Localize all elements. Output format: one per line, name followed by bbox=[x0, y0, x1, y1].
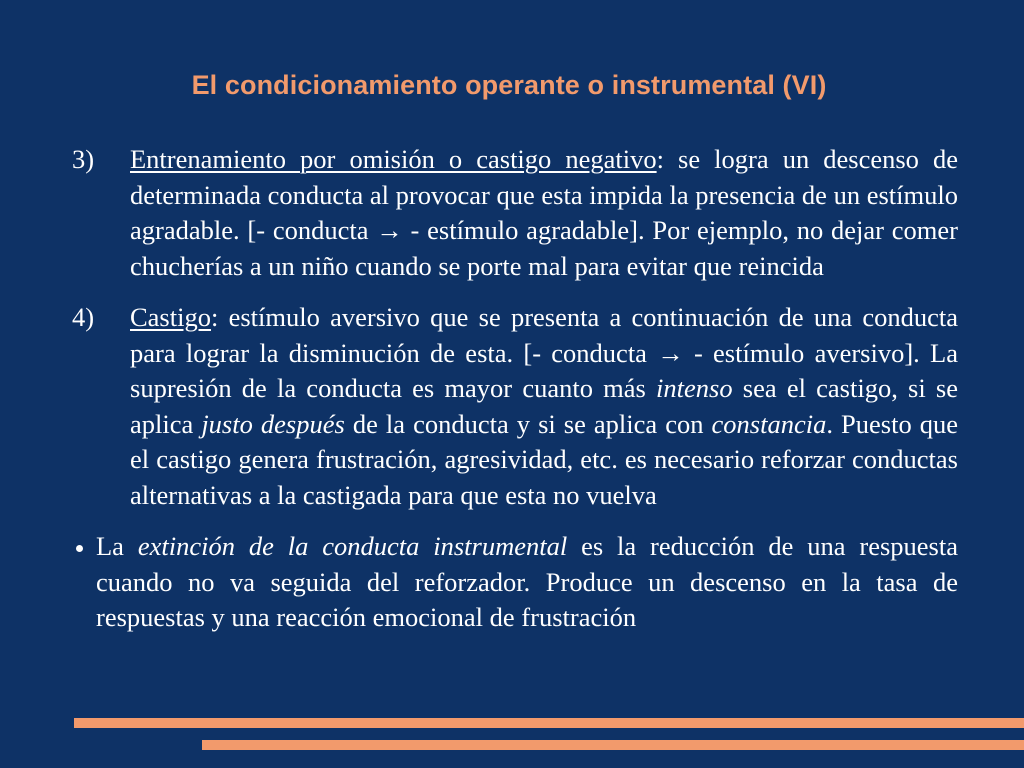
decorative-bar-top bbox=[74, 718, 1024, 728]
item-text: sea el castigo, si se aplica bbox=[130, 373, 958, 439]
decorative-bar-bottom bbox=[202, 740, 1024, 750]
list-item-text bbox=[130, 142, 958, 284]
bullet-dot-icon bbox=[76, 545, 83, 552]
emphasis-text: extinción de la conducta instrumental bbox=[137, 531, 568, 561]
emphasis-text: constancia bbox=[711, 408, 827, 439]
item-text: La bbox=[96, 531, 138, 561]
list-item-text bbox=[130, 300, 958, 513]
term-underlined: Entrenamiento por omisión o castigo negativo bbox=[130, 144, 657, 174]
item-text: : se logra un descenso de determinada conducta al provocar que esta impida la presencia de un estímulo agradable. [- conducta → - estímulo agradable]. Por ejemplo, no dejar comer chucherías a un niño cuando se porte mal para evitar que reincida bbox=[130, 144, 958, 281]
list-number: 3) bbox=[72, 144, 95, 174]
bullet-text bbox=[96, 529, 958, 636]
item-text: es la reducción de una respuesta cuando no va seguida del reforzador. Produce un descenso en la tasa de respuestas y una reacción emocional de frustración bbox=[96, 531, 958, 632]
list-item-4 bbox=[72, 300, 958, 513]
item-text: : estímulo aversivo que se presenta a continuación de una conducta para lograr la disminución de esta. [- conducta → - estímulo aversivo]. La supresión de la conducta es mayor cuanto más bbox=[130, 302, 958, 403]
emphasis-text: intenso bbox=[656, 373, 733, 403]
list-item-3 bbox=[72, 142, 958, 284]
slide-body bbox=[72, 142, 958, 636]
term-underlined: Castigo bbox=[130, 302, 211, 332]
item-text: de la conducta y si se aplica con bbox=[344, 408, 712, 439]
item-text: . Puesto que el castigo genera frustración, agresividad, etc. es necesario reforzar conductas alternativas a la castigada para que esta no vuelva bbox=[130, 408, 958, 510]
slide-title: El condicionamiento operante o instrumental (VI) bbox=[191, 70, 827, 100]
bullet-item bbox=[72, 529, 958, 636]
list-number: 4) bbox=[72, 302, 95, 332]
emphasis-text: justo después bbox=[201, 408, 345, 439]
bullet-marker bbox=[72, 529, 96, 564]
